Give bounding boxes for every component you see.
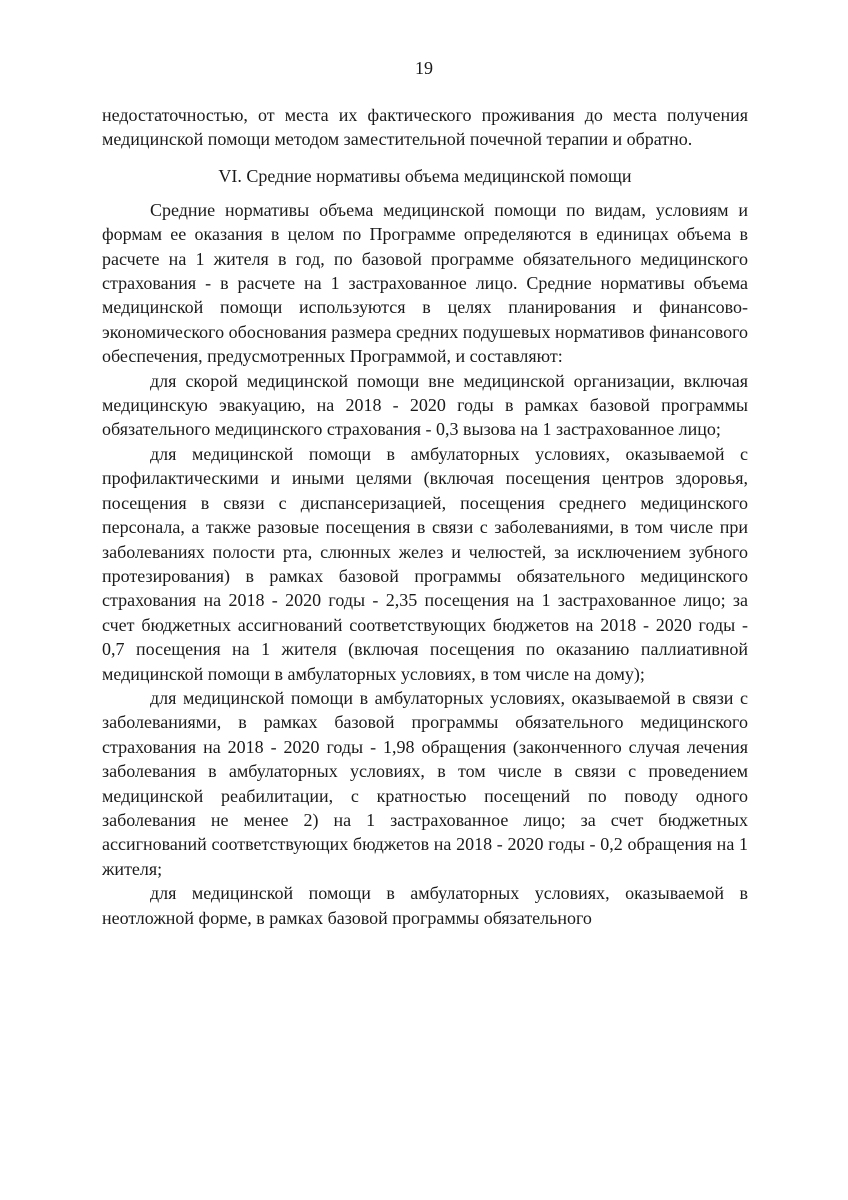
document-body xyxy=(102,103,748,930)
paragraph-emergency-care: для скорой медицинской помощи вне медицинской организации, включая медицинскую эвакуацию, на 2018 - 2020 годы в рамках базовой программы обязательного медицинского страхования - 0,3 вызова на 1 застрахованное лицо; xyxy=(102,370,748,440)
paragraph-outpatient-urgent: для медицинской помощи в амбулаторных условиях, оказываемой в неотложной форме, в рамках базовой программы обязательного xyxy=(102,883,748,928)
paragraph-outpatient-preventive: для медицинской помощи в амбулаторных условиях, оказываемой с профилактическими и иными целями (включая посещения центров здоровья, посещения в связи с диспансеризацией, посещения среднего медицинского персонала, а также разовые посещения в связи с заболеваниями, в том числе при заболеваниях полости рта, слюнных желез и челюстей, за исключением зубного протезирования) в рамках базовой программы обязательного медицинского страхования на 2018 - 2020 годы - 2,35 посещения на 1 застрахованное лицо; за счет бюджетных ассигнований соответствующих бюджетов на 2018 - 2020 годы - 0,7 посещения на 1 жителя (включая посещения по оказанию паллиативной медицинской помощи в амбулаторных условиях, в том числе на дому); xyxy=(102,443,748,684)
paragraph-outpatient-disease: для медицинской помощи в амбулаторных условиях, оказываемой в связи с заболеваниями, в рамках базовой программы обязательного медицинского страхования на 2018 - 2020 годы - 1,98 обращения (законченного случая лечения заболевания в амбулаторных условиях, в том числе в связи с проведением медицинской реабилитации, с кратностью посещений по поводу одного заболевания не менее 2) на 1 застрахованное лицо; за счет бюджетных ассигнований соответствующих бюджетов на 2018 - 2020 годы - 0,2 обращения на 1 жителя; xyxy=(102,687,748,879)
paragraph-intro: Средние нормативы объема медицинской помощи по видам, условиям и формам ее оказания в целом по Программе определяются в единицах объема в расчете на 1 жителя в год, по базовой программе обязательного медицинского страхования - в расчете на 1 застрахованное лицо. Средние нормативы объема медицинской помощи используются в целях планирования и финансово-экономического обоснования размера средних подушевых нормативов финансового обеспечения, предусмотренных Программой, и составляют: xyxy=(102,199,748,367)
page-number: 19 xyxy=(415,58,433,78)
paragraph-continuation: недостаточностью, от места их фактического проживания до места получения медицинской помощи методом заместительной почечной терапии и обратно. xyxy=(102,105,748,150)
section-heading: VI. Средние нормативы объема медицинской помощи xyxy=(218,165,632,186)
